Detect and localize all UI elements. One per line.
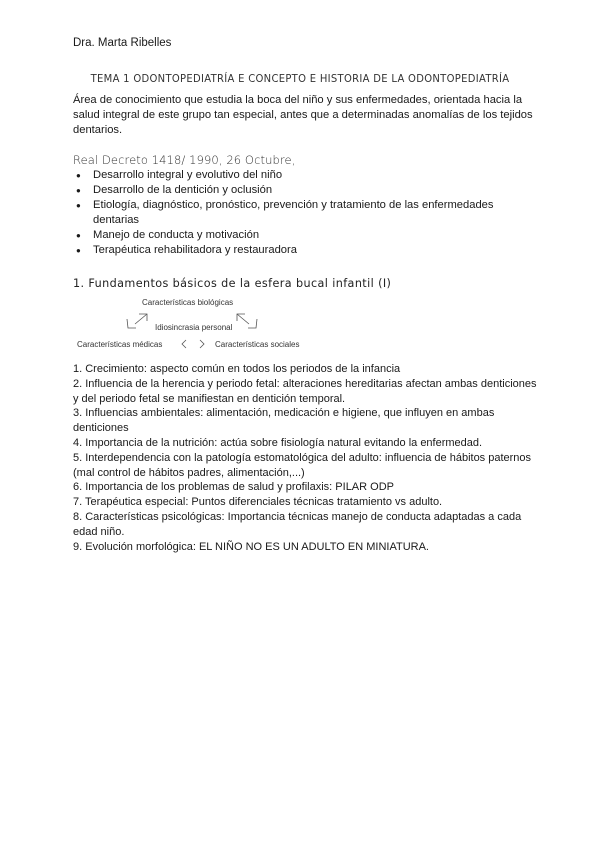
numbered-item: 5. Interdependencia con la patología estomatológica del adulto: influencia de hábitos paternos (mal control de hábitos padres, alimentación,...): [73, 451, 532, 479]
bullet-item: ● Desarrollo integral y evolutivo del niño: [73, 168, 533, 183]
decree-heading: Real Decreto 1418/ 1990, 26 Octubre,: [73, 153, 296, 167]
bullet-item: ● Etiología, diagnóstico, pronóstico, prevención y tratamiento de las enfermedades dentarias: [73, 198, 533, 228]
numbered-item: 8. Características psicológicas: Importancia técnicas manejo de conducta adaptadas a cada edad niño.: [73, 510, 522, 538]
diagram-label-center: Idiosincrasia personal: [155, 323, 233, 332]
bullet-item: ● Manejo de conducta y motivación: [73, 228, 533, 243]
numbered-item: 7. Terapéutica especial: Puntos diferenciales técnicas tratamiento vs adulto.: [73, 496, 443, 509]
section-heading: 1. Fundamentos básicos de la esfera bucal infantil (I): [73, 277, 392, 290]
numbered-item: 1. Crecimiento: aspecto común en todos los periodos de la infancia: [73, 363, 401, 375]
diagram-label-left: Características médicas: [77, 340, 163, 349]
bullet-item: ● Terapéutica rehabilitadora y restauradora: [73, 243, 533, 258]
intro-paragraph: Área de conocimiento que estudia la boca del niño y sus enfermedades, orientada hacia la salud integral de este grupo tan especial, antes que a determinadas anomalías de los tejidos dentarios.: [73, 94, 533, 136]
numbered-list: [73, 362, 543, 554]
bullet-list: [73, 168, 533, 258]
diagram-chevron-right: [200, 340, 204, 348]
numbered-item: 3. Influencias ambientales: alimentación, medicación e higiene, que influyen en ambas denticiones: [73, 407, 495, 435]
document-title: TEMA 1 ODONTOPEDIATRÍA E CONCEPTO E HISTORIA DE LA ODONTOPEDIATRÍA: [90, 73, 510, 86]
diagram-label-right: Características sociales: [215, 340, 300, 349]
diagram-arrow-right: [237, 314, 249, 324]
numbered-item: 2. Influencia de la herencia y periodo fetal: alteraciones hereditarias afectan ambas denticiones y del periodo fetal se manifiestan en dentición temporal.: [73, 377, 537, 405]
numbered-item: 9. Evolución morfológica: EL NIÑO NO ES UN ADULTO EN MINIATURA.: [73, 540, 429, 553]
numbered-item: 4. Importancia de la nutrición: actúa sobre fisiología natural evitando la enfermedad.: [73, 436, 483, 449]
characteristics-diagram: [73, 292, 373, 354]
diagram-label-top: Características biológicas: [142, 298, 234, 307]
bullet-item: ● Desarrollo de la dentición y oclusión: [73, 183, 533, 198]
author-name: Dra. Marta Ribelles: [73, 37, 172, 49]
diagram-chevron-left: [182, 340, 186, 348]
numbered-item: 6. Importancia de los problemas de salud y profilaxis: PILAR ODP: [73, 481, 394, 494]
diagram-arrow-left: [135, 314, 147, 324]
